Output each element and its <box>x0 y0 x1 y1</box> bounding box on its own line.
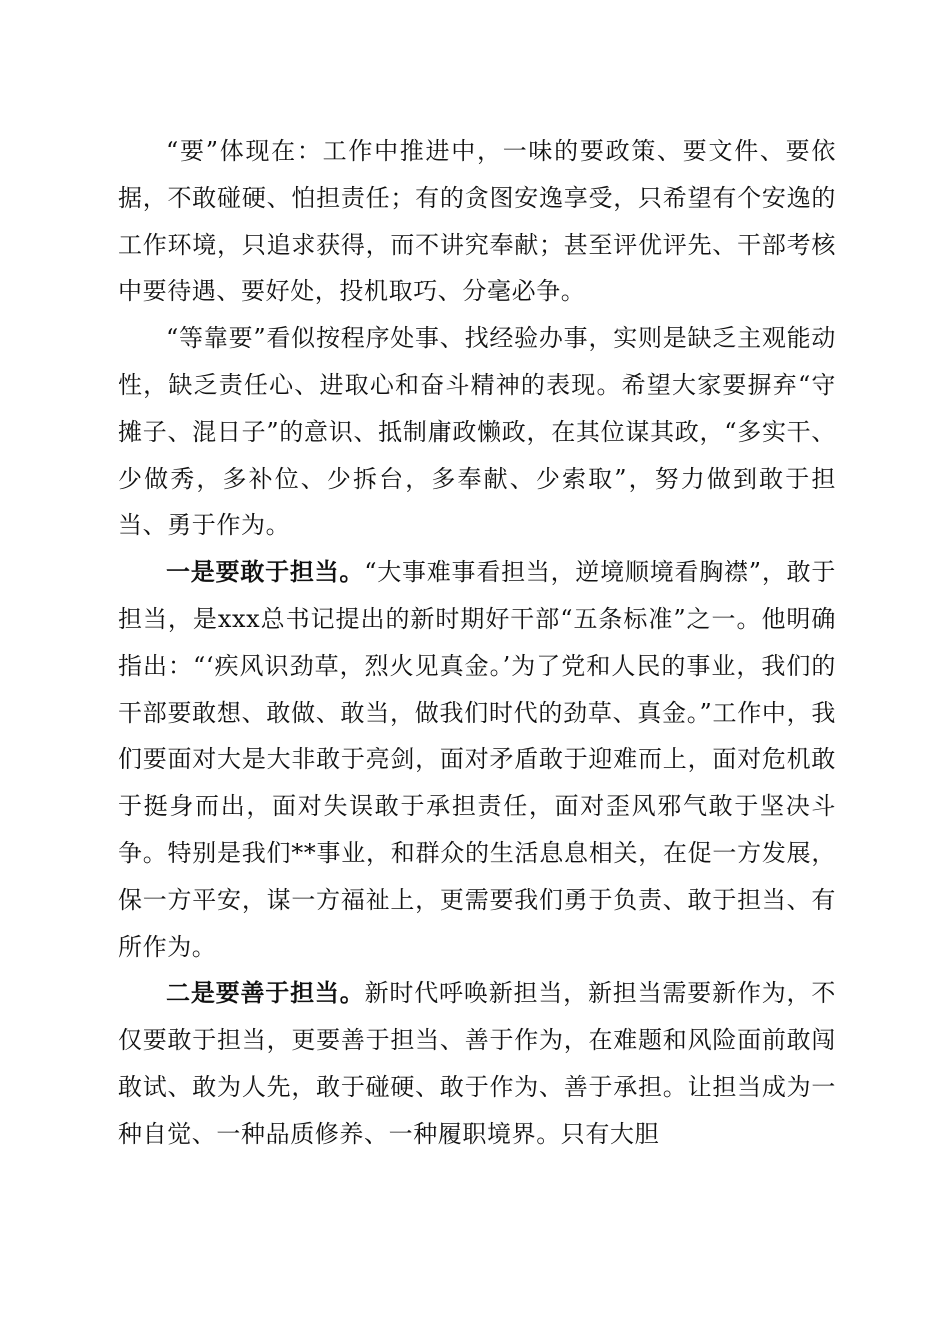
paragraph-text: “大事难事看担当，逆境顺境看胸襟”，敢于担当，是xxx总书记提出的新时期好干部“五条标准”之一。他明确指出：“‘疾风识劲草，烈火见真金。’为了党和人民的事业，我们的干部要敢想、敢做、敢当，做我们时代的劲草、真金。”工作中，我们要面对大是大非敢于亮剑，面对矛盾敢于迎难而上，面对危机敢于挺身而出，面对失误敢于承担责任，面对歪风邪气敢于坚决斗争。特别是我们**事业，和群众的生活息息相关，在促一方发展，保一方平安，谋一方福祉上，更需要我们勇于负责、敢于担当、有所作为。 <box>118 558 836 961</box>
paragraph-yao <box>118 128 836 315</box>
paragraph-deng-kao-yao <box>118 315 836 549</box>
paragraph-text: 新时代呼唤新担当，新担当需要新作为，不仅要敢于担当，更要善于担当、善于作为，在难题和风险面前敢闯敢试、敢为人先，敢于碰硬、敢于作为、善于承担。让担当成为一种自觉、一种品质修养、一种履职境界。只有大胆 <box>118 979 836 1148</box>
paragraph-lead-heading: 二是要善于担当。 <box>166 978 365 1008</box>
paragraph-good-at-taking-responsibility <box>118 970 836 1157</box>
paragraph-dare-to-take-responsibility <box>118 549 836 970</box>
paragraph-text: “等靠要”看似按程序处事、找经验办事，实则是缺乏主观能动性，缺乏责任心、进取心和奋斗精神的表现。希望大家要摒弃“守摊子、混日子”的意识、抵制庸政懒政，在其位谋其政，“多实干、少做秀，多补位、少拆台，多奉献、少索取”，努力做到敢于担当、勇于作为。 <box>118 324 836 540</box>
document-page <box>118 128 836 1158</box>
paragraph-lead-heading: 一是要敢于担当。 <box>166 557 365 587</box>
paragraph-text: “要”体现在：工作中推进中，一味的要政策、要文件、要依据，不敢碰硬、怕担责任；有的贪图安逸享受，只希望有个安逸的工作环境，只追求获得，而不讲究奉献；甚至评优评先、干部考核中要待遇、要好处，投机取巧、分毫必争。 <box>118 137 836 306</box>
